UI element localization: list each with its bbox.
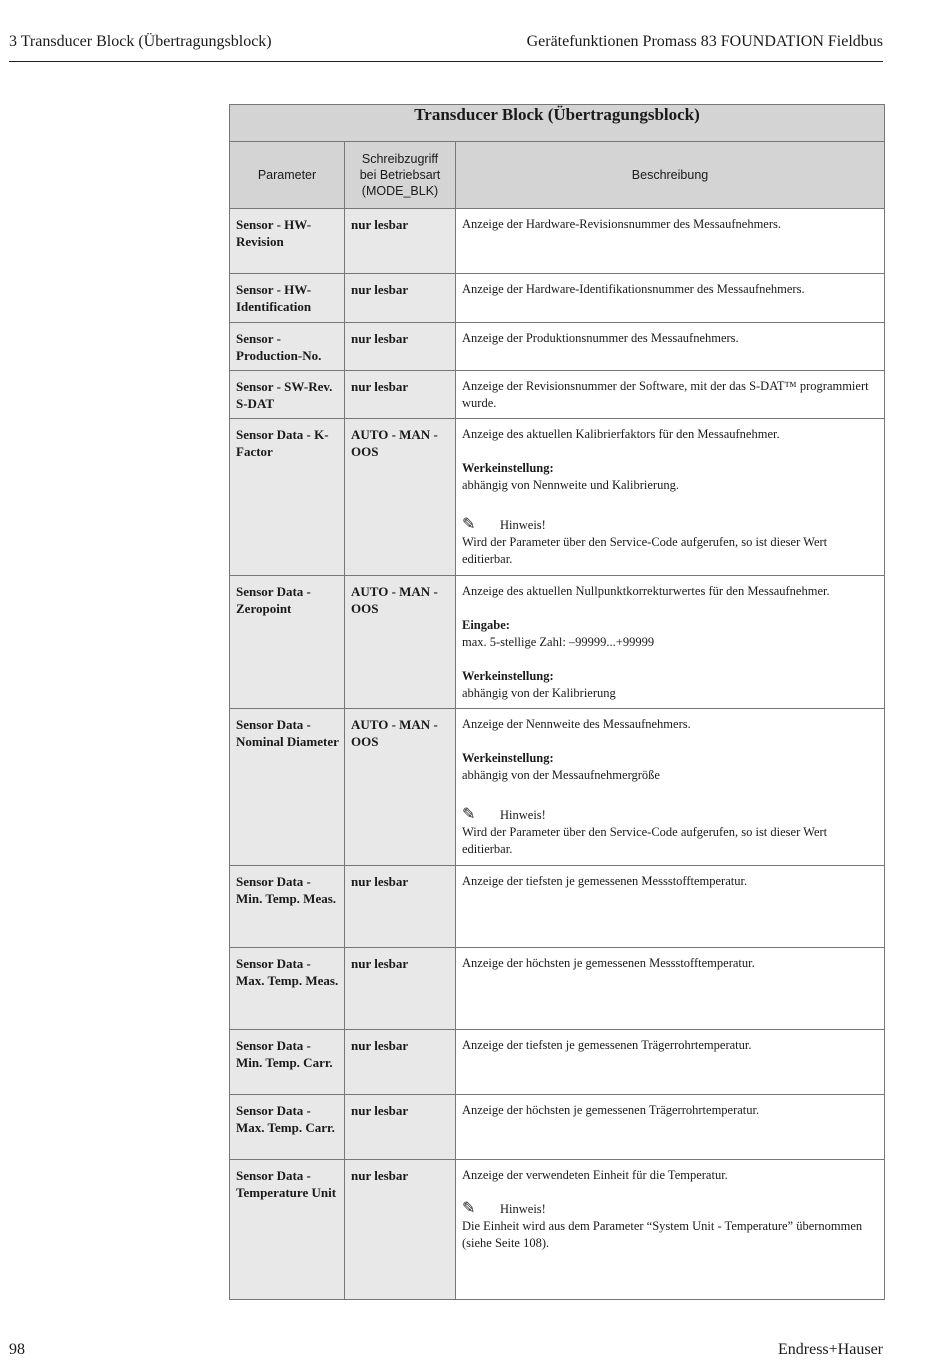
- param-description: Anzeige der tiefsten je gemessenen Trägerrohrtemperatur.: [456, 1030, 885, 1095]
- table-row: [230, 576, 885, 709]
- factory-setting-value: abhängig von der Messaufnehmergröße: [462, 768, 660, 782]
- param-name: Sensor - SW-Rev. S-DAT: [230, 371, 345, 419]
- param-access: nur lesbar: [345, 1030, 456, 1095]
- param-access: nur lesbar: [345, 1095, 456, 1160]
- param-access: nur lesbar: [345, 274, 456, 323]
- pencil-note-icon: ✎: [462, 806, 476, 823]
- param-access: nur lesbar: [345, 866, 456, 948]
- table-row: [230, 1095, 885, 1160]
- param-description: Anzeige der Hardware-Identifikationsnummer des Messaufnehmers.: [456, 274, 885, 323]
- pencil-note-icon: ✎: [462, 516, 476, 533]
- page-number: 98: [9, 1341, 25, 1358]
- param-name: Sensor Data - Max. Temp. Meas.: [230, 948, 345, 1030]
- param-access: nur lesbar: [345, 323, 456, 371]
- param-name: Sensor Data - Min. Temp. Meas.: [230, 866, 345, 948]
- param-description: Anzeige der Produktionsnummer des Messaufnehmers.: [456, 323, 885, 371]
- param-description: Anzeige der verwendeten Einheit für die Temperatur. ✎ Hinweis! Die Einheit wird aus dem Parameter “System Unit - Temperature” übernommen (siehe Seite 108).: [456, 1160, 885, 1300]
- column-header-access: Schreibzugriff bei Betriebsart (MODE_BLK): [345, 142, 456, 209]
- param-name: Sensor Data - K-Factor: [230, 419, 345, 576]
- table-row: [230, 209, 885, 274]
- param-name: Sensor - HW-Revision: [230, 209, 345, 274]
- header-rule: [9, 61, 883, 62]
- note-label: Hinweis!: [500, 1202, 546, 1216]
- param-name: Sensor - Production-No.: [230, 323, 345, 371]
- note-text: Wird der Parameter über den Service-Code aufgerufen, so ist dieser Wert editierbar.: [462, 535, 828, 566]
- input-label: Eingabe:: [462, 618, 510, 632]
- note-text: Die Einheit wird aus dem Parameter “System Unit - Temperature” übernommen (siehe Seite 108).: [462, 1219, 863, 1250]
- param-name: Sensor Data - Nominal Diameter: [230, 709, 345, 866]
- pencil-note-icon: ✎: [462, 1200, 476, 1217]
- factory-setting-value: abhängig von der Kalibrierung: [462, 686, 616, 700]
- factory-setting-label: Werkeinstellung:: [462, 461, 554, 475]
- param-access: nur lesbar: [345, 371, 456, 419]
- param-name: Sensor - HW-Identification: [230, 274, 345, 323]
- param-description: Anzeige der höchsten je gemessenen Trägerrohrtemperatur.: [456, 1095, 885, 1160]
- param-name: Sensor Data - Zeropoint: [230, 576, 345, 709]
- table-row: [230, 419, 885, 576]
- param-access: nur lesbar: [345, 948, 456, 1030]
- table-row: [230, 274, 885, 323]
- note-label: Hinweis!: [500, 518, 546, 532]
- input-value: max. 5-stellige Zahl: –99999...+99999: [462, 635, 655, 649]
- running-header-chapter: 3 Transducer Block (Übertragungsblock): [9, 33, 272, 50]
- brand-name: Endress+Hauser: [778, 1341, 883, 1358]
- param-name: Sensor Data - Max. Temp. Carr.: [230, 1095, 345, 1160]
- param-description: Anzeige der tiefsten je gemessenen Messstofftemperatur.: [456, 866, 885, 948]
- table-row: [230, 371, 885, 419]
- table-row: [230, 709, 885, 866]
- param-description: Anzeige der Hardware-Revisionsnummer des Messaufnehmers.: [456, 209, 885, 274]
- table-title: Transducer Block (Übertragungsblock): [230, 105, 885, 142]
- param-description: Anzeige der Nennweite des Messaufnehmers. Werkeinstellung: abhängig von der Messaufnehmergröße ✎ Hinweis! Wird der Parameter über den Service-Code aufgerufen, so ist dieser Wert editierbar.: [456, 709, 885, 866]
- param-description: Anzeige der höchsten je gemessenen Messstofftemperatur.: [456, 948, 885, 1030]
- param-description: Anzeige der Revisionsnummer der Software, mit der das S-DAT™ programmiert wurde.: [456, 371, 885, 419]
- param-access: AUTO - MAN - OOS: [345, 576, 456, 709]
- column-header-description: Beschreibung: [456, 142, 885, 209]
- param-access: AUTO - MAN - OOS: [345, 709, 456, 866]
- param-description: Anzeige des aktuellen Nullpunktkorrekturwertes für den Messaufnehmer. Eingabe: max. 5-stellige Zahl: –99999...+99999 Werkeinstellung: abhängig von der Kalibrierung: [456, 576, 885, 709]
- param-name: Sensor Data - Temperature Unit: [230, 1160, 345, 1300]
- note-label: Hinweis!: [500, 808, 546, 822]
- column-header-parameter: Parameter: [230, 142, 345, 209]
- note-text: Wird der Parameter über den Service-Code aufgerufen, so ist dieser Wert editierbar.: [462, 825, 828, 856]
- table-row: [230, 866, 885, 948]
- factory-setting-label: Werkeinstellung:: [462, 751, 554, 765]
- running-header-title: Gerätefunktionen Promass 83 FOUNDATION Fieldbus: [526, 33, 883, 50]
- table-row: [230, 948, 885, 1030]
- param-access: nur lesbar: [345, 1160, 456, 1300]
- factory-setting-label: Werkeinstellung:: [462, 669, 554, 683]
- table-row: [230, 1030, 885, 1095]
- factory-setting-value: abhängig von Nennweite und Kalibrierung.: [462, 478, 679, 492]
- table-row: [230, 323, 885, 371]
- table-row: [230, 1160, 885, 1300]
- param-access: nur lesbar: [345, 209, 456, 274]
- param-description: Anzeige des aktuellen Kalibrierfaktors für den Messaufnehmer. Werkeinstellung: abhängig von Nennweite und Kalibrierung. ✎ Hinweis! Wird der Parameter über den Service-Code aufgerufen, so ist dieser Wert editierbar.: [456, 419, 885, 576]
- transducer-block-table: [229, 104, 885, 1300]
- param-access: AUTO - MAN - OOS: [345, 419, 456, 576]
- param-name: Sensor Data - Min. Temp. Carr.: [230, 1030, 345, 1095]
